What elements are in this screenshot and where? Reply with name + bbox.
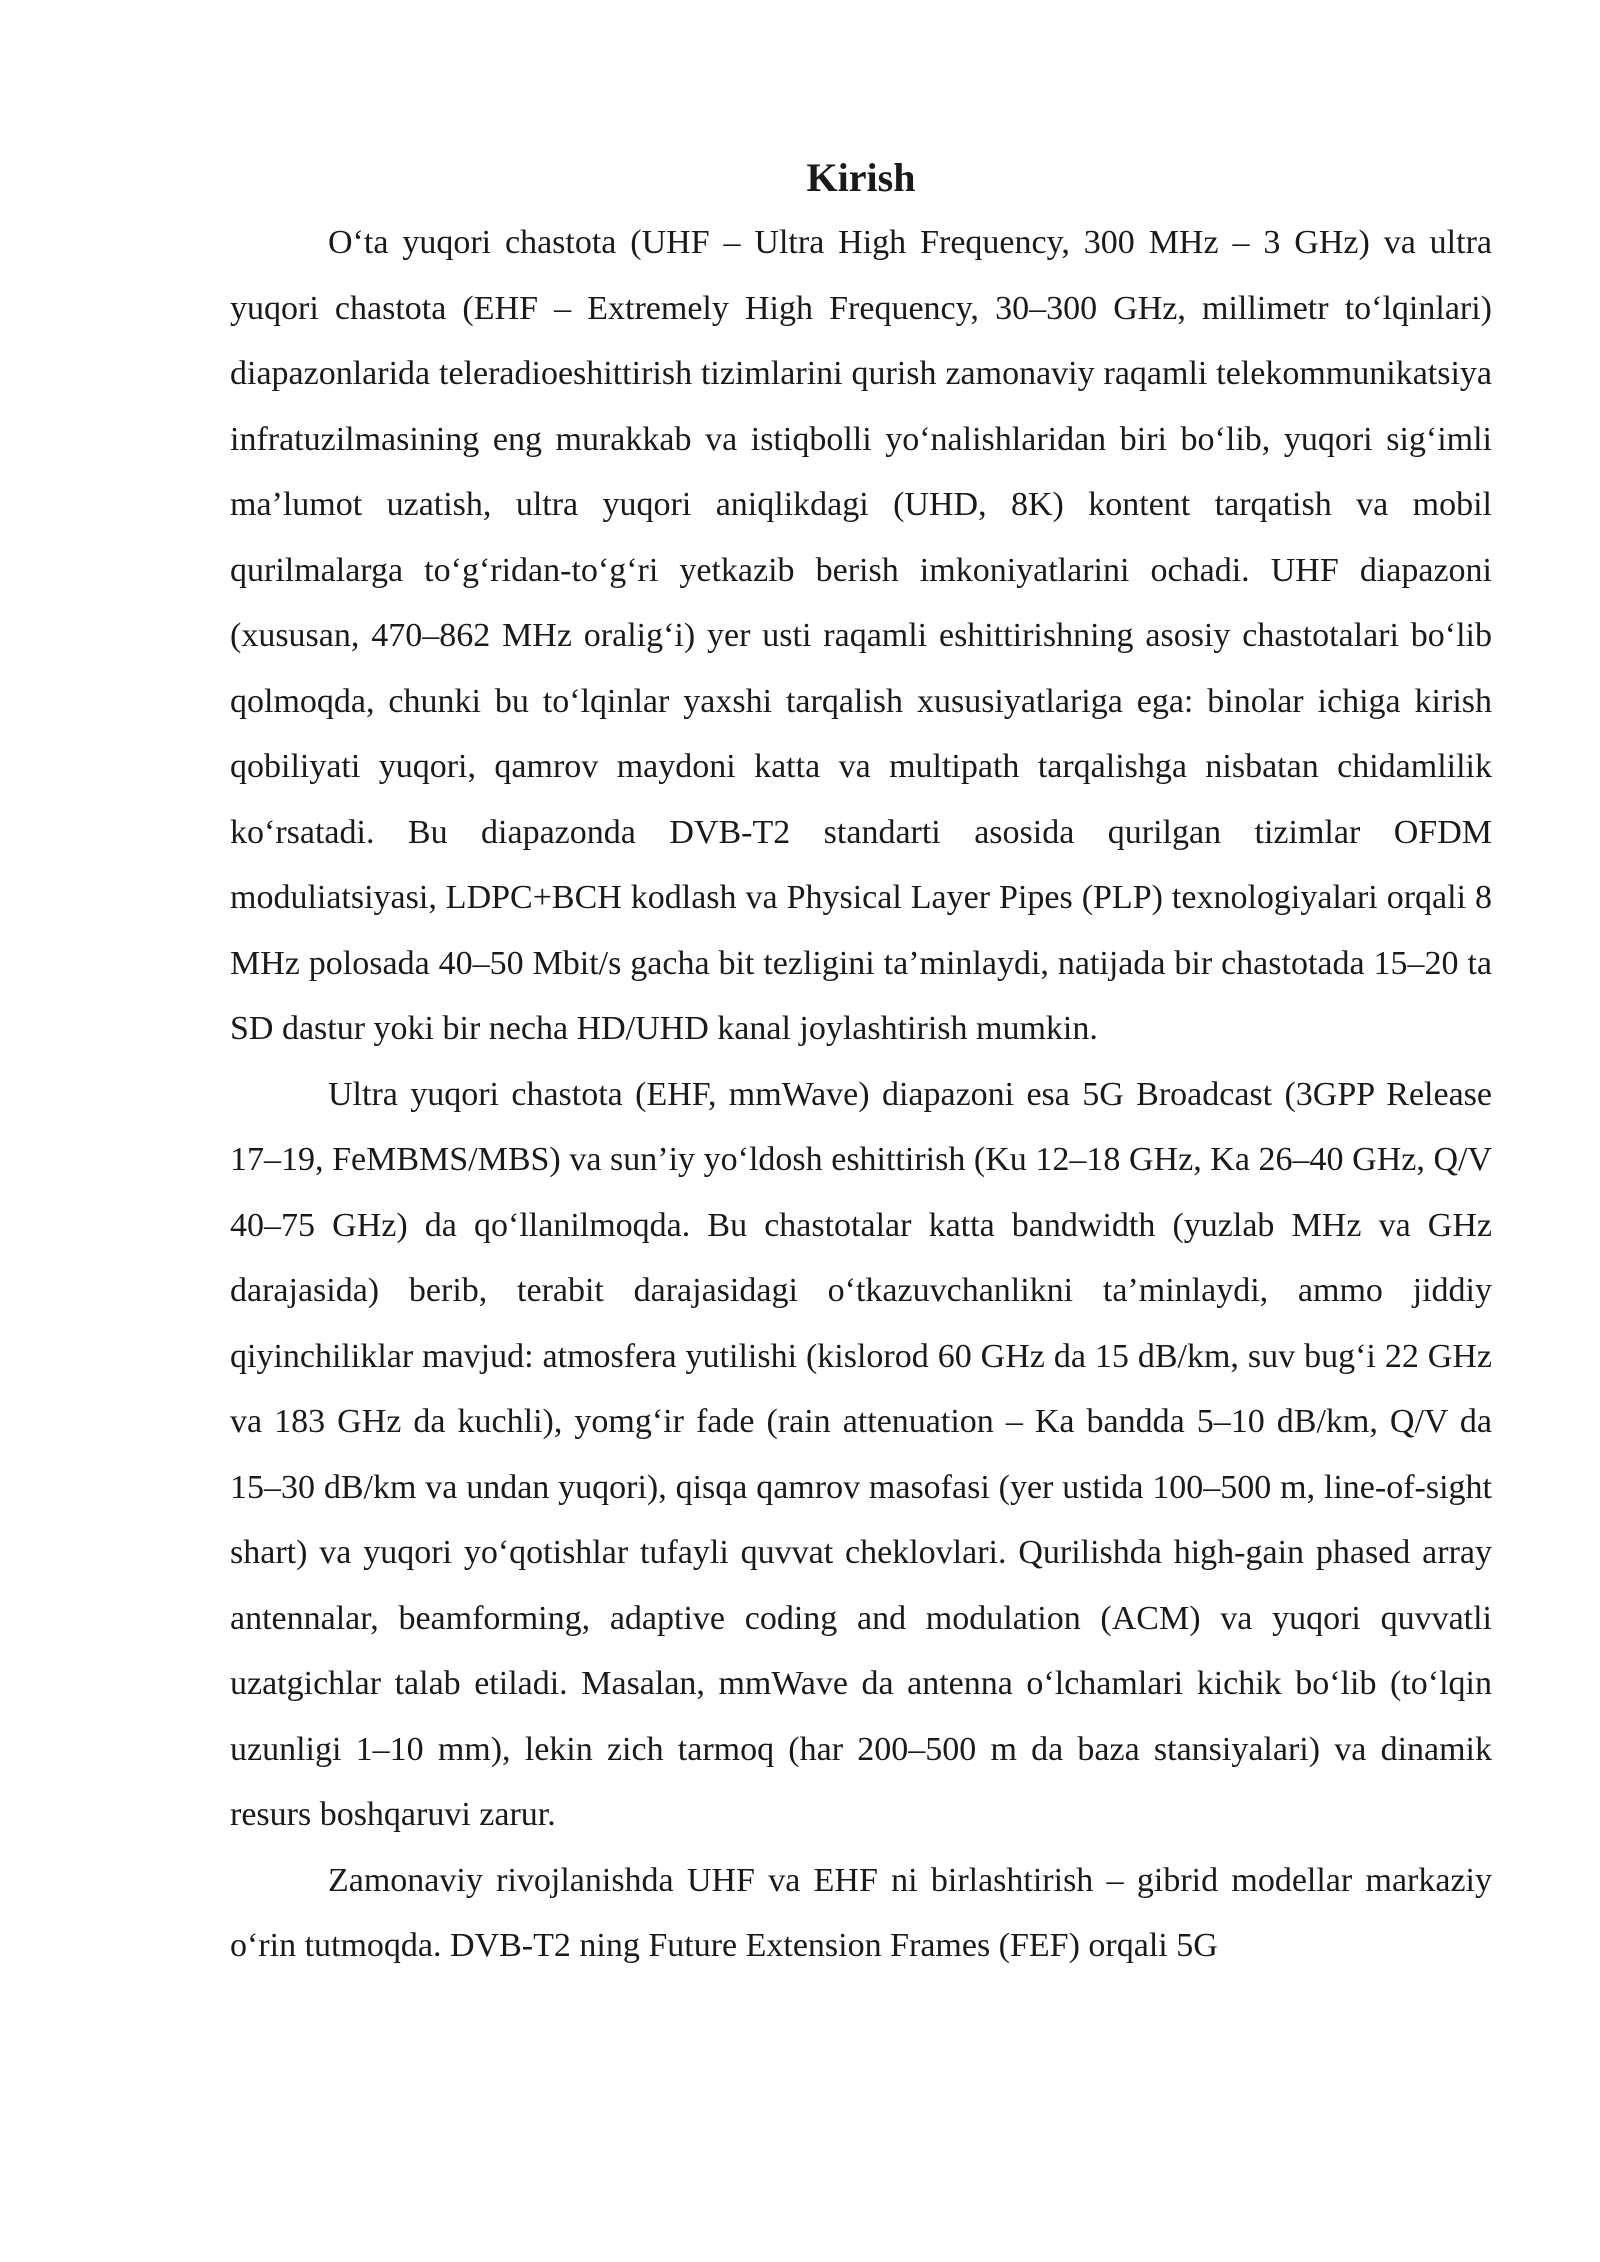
paragraph-ehf: Ultra yuqori chastota (EHF, mmWave) diapazoni esa 5G Broadcast (3GPP Release 17–19, FeMBMS/MBS) va sun’iy yo‘ldosh eshittirish (Ku 12–18 GHz, Ka 26–40 GHz, Q/V 40–75 GHz) da qo‘llanilmoqda. Bu chastotalar katta bandwidth (yuzlab MHz va GHz darajasida) berib, terabit darajasidagi o‘tkazuvchanlikni ta’minlaydi, ammo jiddiy qiyinchiliklar mavjud: atmosfera yutilishi (kislorod 60 GHz da 15 dB/km, suv bug‘i 22 GHz va 183 GHz da kuchli), yomg‘ir fade (rain attenuation – Ka bandda 5–10 dB/km, Q/V da 15–30 dB/km va undan yuqori), qisqa qamrov masofasi (yer ustida 100–500 m, line-of-sight shart) va yuqori yo‘qotishlar tufayli quvvat cheklovlari. Qurilishda high-gain phased array antennalar, beamforming, adaptive coding and modulation (ACM) va yuqori quvvatli uzatgichlar talab etiladi. Masalan, mmWave da antenna o‘lchamlari kichik bo‘lib (to‘lqin uzunligi 1–10 mm), lekin zich tarmoq (har 200–500 m da baza stansiyalari) va dinamik resurs boshqaruvi zarur. — [230, 1075, 1492, 1833]
paragraph-uhf: O‘ta yuqori chastota (UHF – Ultra High Frequency, 300 MHz – 3 GHz) va ultra yuqori chastota (EHF – Extremely High Frequency, 30–300 GHz, millimetr to‘lqinlari) diapazonlarida teleradioeshittirish tizimlarini qurish zamonaviy raqamli telekommunikatsiya infratuzilmasining eng murakkab va istiqbolli yo‘nalishlaridan biri bo‘lib, yuqori sig‘imli ma’lumot uzatish, ultra yuqori aniqlikdagi (UHD, 8K) kontent tarqatish va mobil qurilmalarga to‘g‘ridan-to‘g‘ri yetkazib berish imkoniyatlarini ochadi. UHF diapazoni (xususan, 470–862 MHz oralig‘i) yer usti raqamli eshittirishning asosiy chastotalari bo‘lib qolmoqda, chunki bu to‘lqinlar yaxshi tarqalish xususiyatlariga ega: binolar ichiga kirish qobiliyati yuqori, qamrov maydoni katta va multipath tarqalishga nisbatan chidamlilik ko‘rsatadi. Bu diapazonda DVB-T2 standarti asosida qurilgan tizimlar OFDM moduliatsiyasi, LDPC+BCH kodlash va Physical Layer Pipes (PLP) texnologiyalari orqali 8 MHz polosada 40–50 Mbit/s gacha bit tezligini ta’minlaydi, natijada bir chastotada 15–20 ta SD dastur yoki bir necha HD/UHD kanal joylashtirish mumkin. — [230, 224, 1492, 1047]
page-title: Kirish — [806, 155, 916, 200]
paragraph-hybrid: Zamonaviy rivojlanishda UHF va EHF ni birlashtirish – gibrid modellar markaziy o‘rin tutmoqda. DVB-T2 ning Future Extension Frames (FEF) orqali 5G — [230, 1861, 1492, 1964]
document-body — [230, 150, 1492, 1979]
